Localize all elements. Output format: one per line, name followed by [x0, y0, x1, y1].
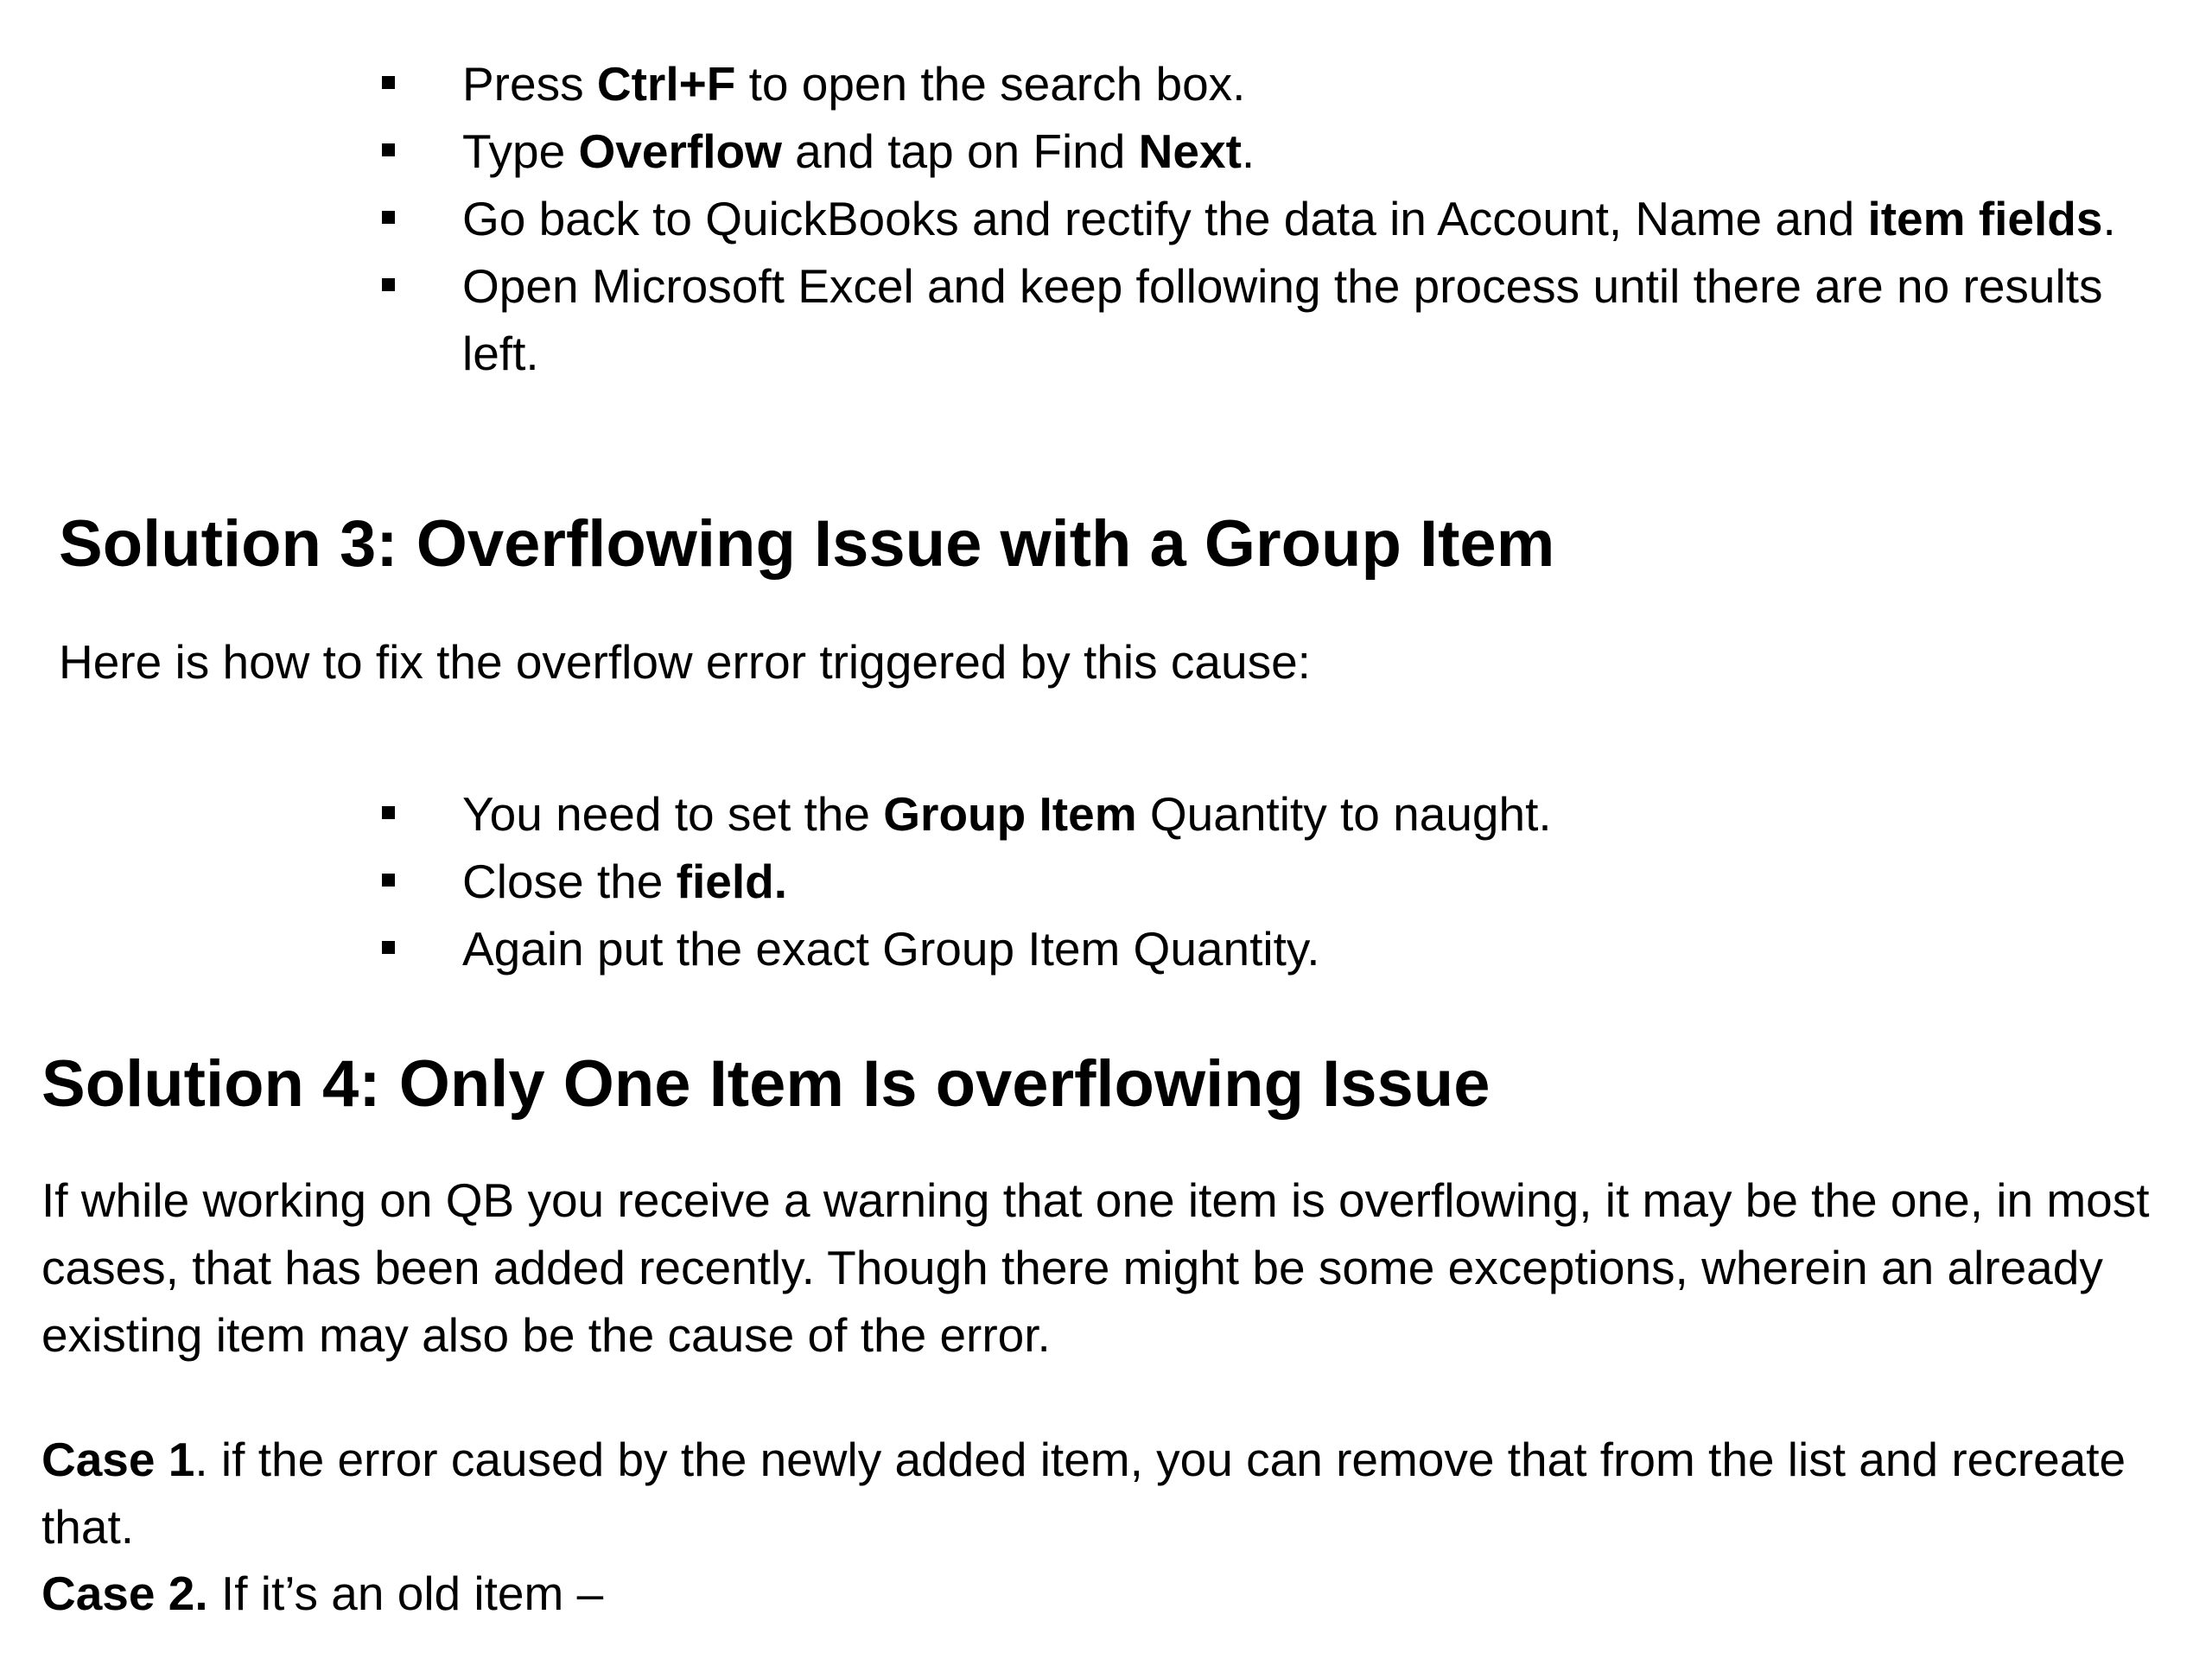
case-2-paragraph [41, 1560, 2133, 1627]
list-item: Close the field. [380, 848, 2152, 915]
square-bullet-icon [382, 211, 395, 224]
solution-4-paragraph: If while working on QB you receive a warning that one item is overflowing, it may be the one, in most cases, that has been added recently. Though there might be some exceptions, wherein an already existing item may also be the cause of the error. [41, 1173, 2150, 1362]
case-1-label: Case 1 [41, 1433, 195, 1486]
list-item: Type Overflow and tap on Find Next. [380, 118, 2152, 185]
list-item: Press Ctrl+F to open the search box. [380, 50, 2152, 118]
square-bullet-icon [382, 941, 395, 954]
list-item: Again put the exact Group Item Quantity. [380, 915, 2152, 982]
case-1-text: . if the error caused by the newly added item, you can remove that from the list and recreate that. [41, 1433, 2126, 1554]
case-2-label: Case 2. [41, 1567, 208, 1620]
case-2-text: If it’s an old item – [207, 1567, 604, 1620]
list-item: Go back to QuickBooks and rectify the data in Account, Name and item fields. [380, 185, 2152, 252]
solution-3-intro: Here is how to fix the overflow error triggered by this cause: [59, 635, 1311, 689]
square-bullet-icon [382, 143, 395, 156]
solution-3-heading: Solution 3: Overflowing Issue with a Group Item [59, 507, 1555, 581]
square-bullet-icon [382, 278, 395, 291]
case-1-paragraph [41, 1426, 2133, 1560]
square-bullet-icon [382, 806, 395, 819]
steps-list-1 [380, 50, 2152, 387]
solution-4-heading: Solution 4: Only One Item Is overflowing Issue [41, 1047, 1491, 1121]
square-bullet-icon [382, 874, 395, 887]
list-item: Open Microsoft Excel and keep following the process until there are no results left. [380, 252, 2152, 387]
square-bullet-icon [382, 76, 395, 89]
list-item: You need to set the Group Item Quantity to naught. [380, 780, 2152, 848]
steps-list-2 [380, 780, 2152, 982]
